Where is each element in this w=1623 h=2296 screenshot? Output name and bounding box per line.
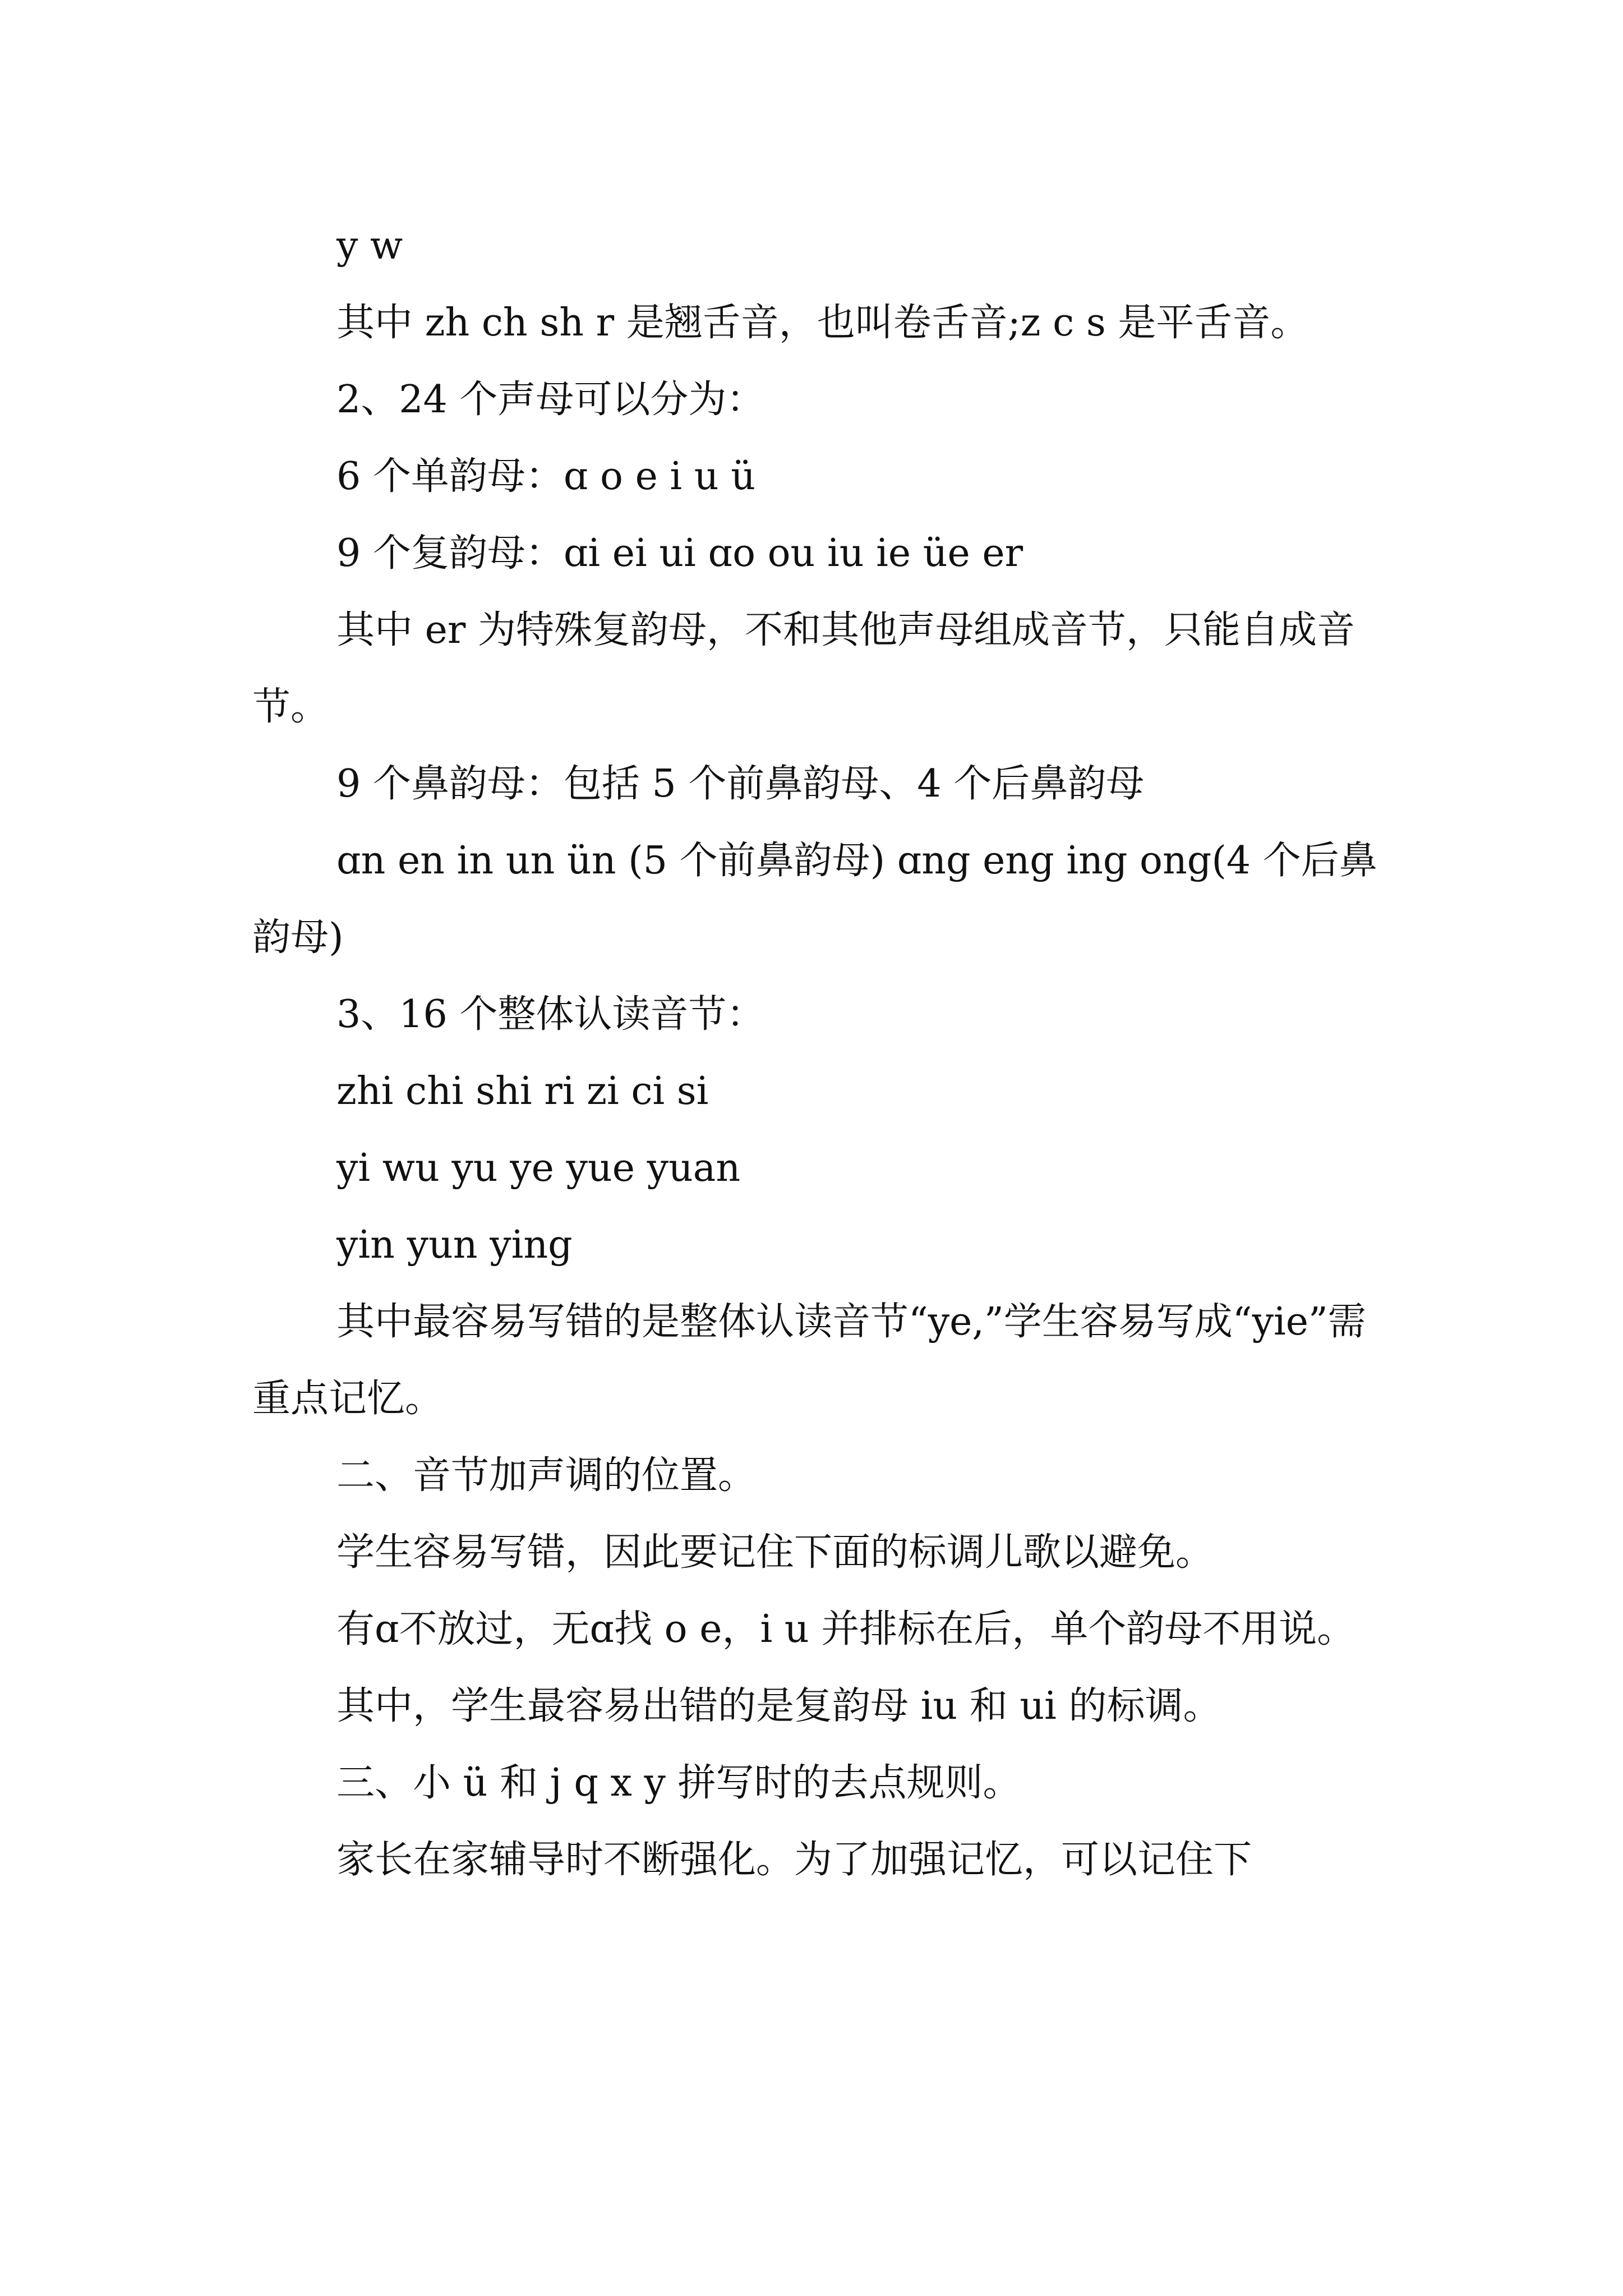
paragraph: 其中最容易写错的是整体认读音节“ye,”学生容易写成“yie”需重点记忆。 — [252, 1300, 1366, 1421]
paragraph: 学生容易写错，因此要记住下面的标调儿歌以避免。 — [336, 1530, 1214, 1575]
paragraph: 其中 er 为特殊复韵母，不和其他声母组成音节，只能自成音节。 — [252, 608, 1355, 729]
paragraph: 其中，学生最容易出错的是复韵母 iu 和 ui 的标调。 — [336, 1684, 1221, 1728]
paragraph: ɑn en in un ün (5 个前鼻韵母) ɑng eng ing ong(4 个后鼻韵母) — [252, 839, 1377, 960]
paragraph: 二、音节加声调的位置。 — [336, 1453, 757, 1498]
paragraph: y w — [336, 224, 403, 268]
paragraph: 2、24 个声母可以分为： — [336, 378, 765, 422]
paragraph: 3、16 个整体认读音节： — [336, 992, 765, 1037]
paragraph: 有ɑ不放过，无ɑ找 o e，i u 并排标在后，单个韵母不用说。 — [336, 1607, 1355, 1651]
paragraph: 6 个单韵母：ɑ o e i u ü — [336, 454, 756, 499]
paragraph: yin yun ying — [336, 1223, 573, 1267]
paragraph: yi wu yu ye yue yuan — [336, 1146, 741, 1190]
paragraph: 其中 zh ch sh r 是翘舌音，也叫卷舌音;z c s 是平舌音。 — [336, 301, 1309, 345]
paragraph: zhi chi shi ri zi ci si — [336, 1069, 709, 1114]
document-body — [252, 208, 1391, 1898]
paragraph: 9 个鼻韵母：包括 5 个前鼻韵母、4 个后鼻韵母 — [336, 762, 1145, 806]
paragraph: 9 个复韵母：ɑi ei ui ɑo ou iu ie üe er — [336, 531, 1023, 576]
paragraph: 三、小 ü 和 j q x y 拼写时的去点规则。 — [336, 1761, 1021, 1805]
paragraph: 家长在家辅导时不断强化。为了加强记忆，可以记住下 — [336, 1838, 1252, 1882]
